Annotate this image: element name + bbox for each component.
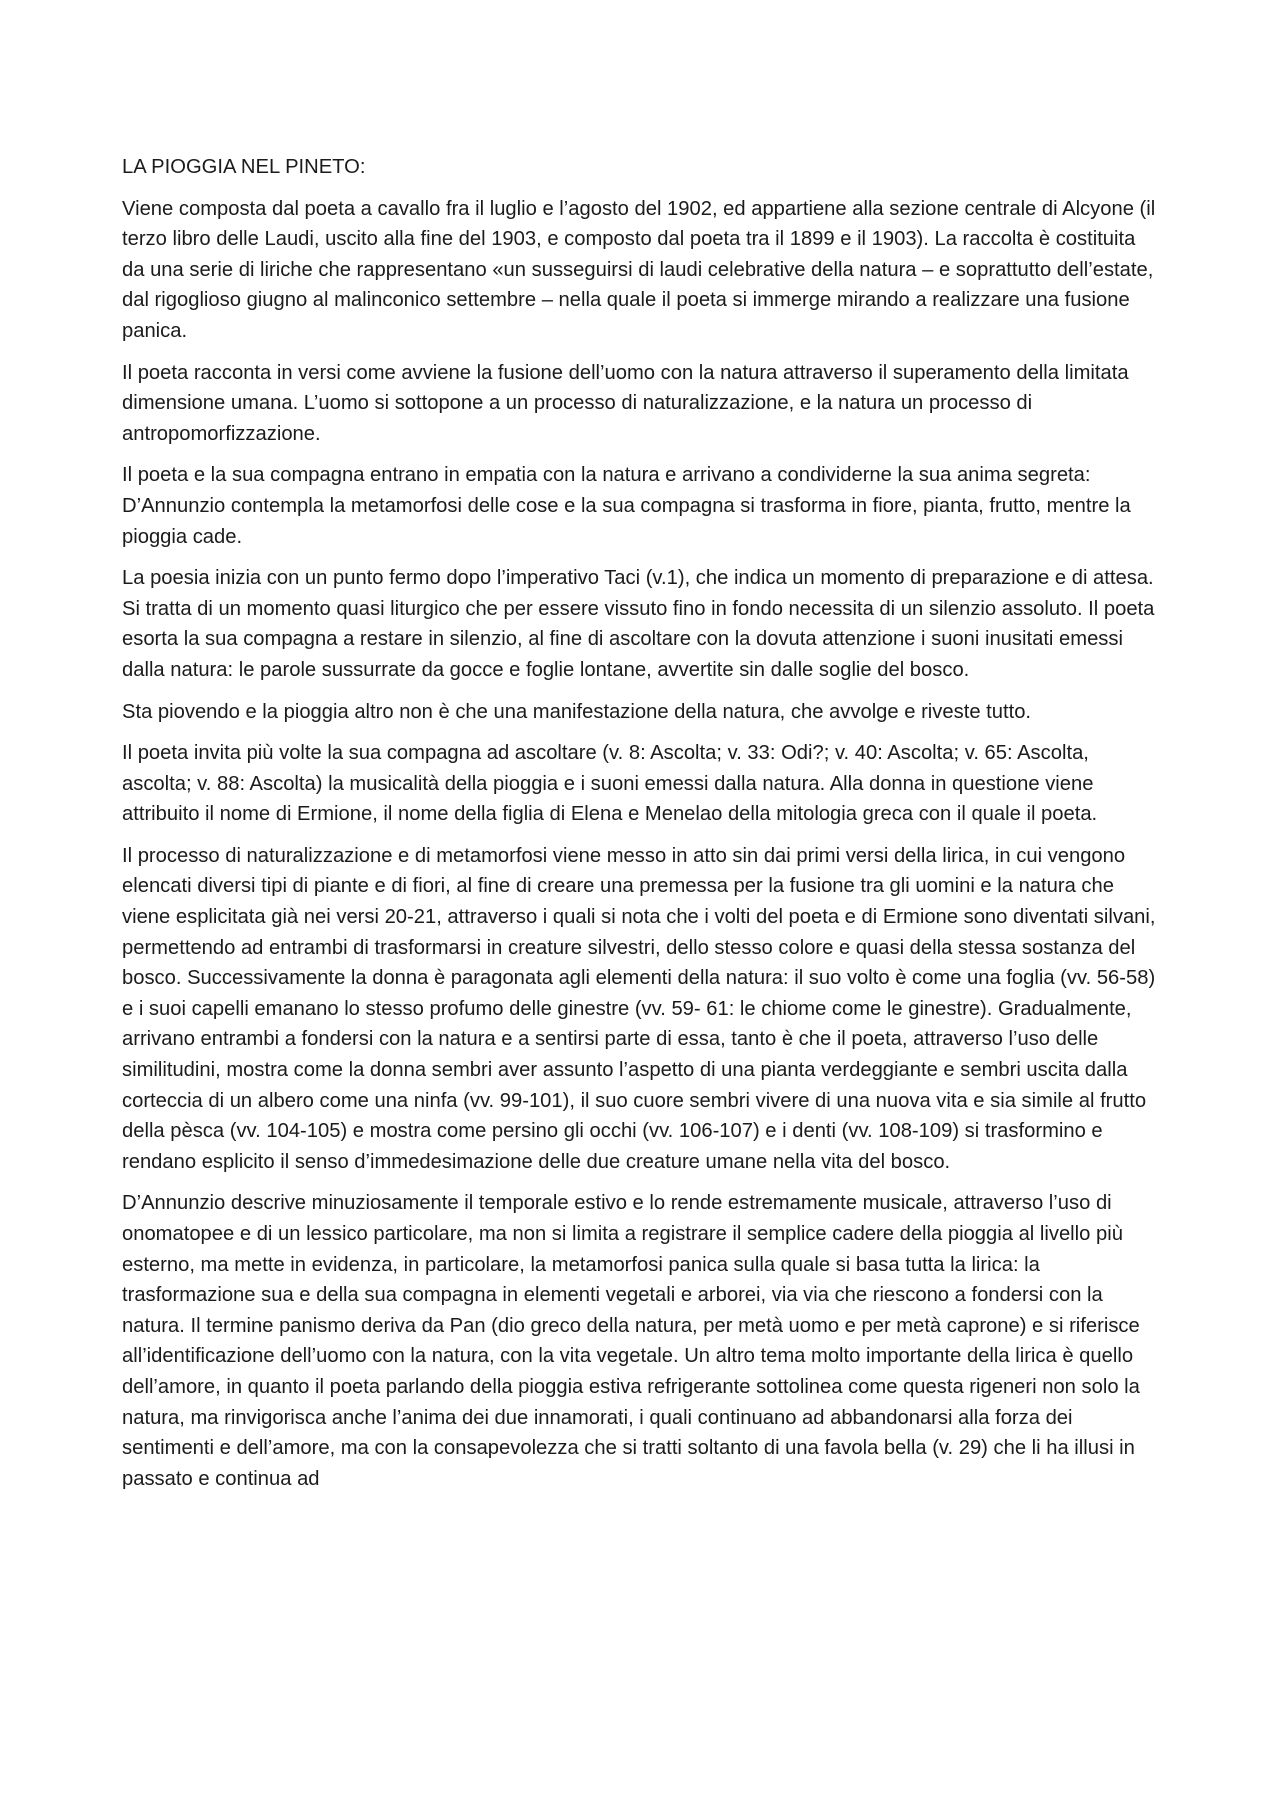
paragraph-panism: D’Annunzio descrive minuziosamente il temporale estivo e lo rende estremamente musicale, attraverso l’uso di onomatopee e di un lessico particolare, ma non si limita a registrare il semplice cadere della pioggia al livello più esterno, ma mette in evidenza, in particolare, la metamorfosi panica sulla quale si basa tutta la lirica: la trasformazione sua e della sua compagna in elementi vegetali e arborei, via via che riescono a fondersi con la natura. Il termine panismo deriva da Pan (dio greco della natura, per metà uomo e per metà caprone) e si riferisce all’identificazione dell’uomo con la natura, con la vita vegetale. Un altro tema molto importante della lirica è quello dell’amore, in quanto il poeta parlando della pioggia estiva refrigerante sottolinea come questa rigeneri non solo la natura, ma rinvigorisca anche l’anima dei due innamorati, i quali continuano ad abbandonarsi alla forza dei sentimenti e dell’amore, ma con la consapevolezza che si tratti soltanto di una favola bella (v. 29) che li ha illusi in passato e continua ad bbox=[122, 1192, 1140, 1490]
paragraph-rain: Sta piovendo e la pioggia altro non è che una manifestazione della natura, che avvolge e riveste tutto. bbox=[122, 700, 1032, 723]
paragraph-fusion: Il poeta racconta in versi come avviene la fusione dell’uomo con la natura attraverso il superamento della limitata dimensione umana. L’uomo si sottopone a un processo di naturalizzazione, e la natura un processo di antropomorfizzazione. bbox=[122, 361, 1129, 445]
paragraph-listen: Il poeta invita più volte la sua compagna ad ascoltare (v. 8: Ascolta; v. 33: Odi?; v. 40: Ascolta; v. 65: Ascolta, ascolta; v. 88: Ascolta) la musicalità della pioggia e i suoni emessi dalla natura. Alla donna in questione viene attribuito il nome di Ermione, il nome della figlia di Elena e Menelao della mitologia greca con il quale il poeta. bbox=[122, 742, 1098, 826]
paragraph-naturalization: Il processo di naturalizzazione e di metamorfosi viene messo in atto sin dai primi versi della lirica, in cui vengono elencati diversi tipi di piante e di fiori, al fine di creare una premessa per la fusione tra gli uomini e la natura che viene esplicitata già nei versi 20-21, attraverso i quali si nota che i volti del poeta e di Ermione sono diventati silvani, permettendo ad entrambi di trasformarsi in creature silvestri, dello stesso colore e quasi della stessa sostanza del bosco. Successivamente la donna è paragonata agli elementi della natura: il suo volto è come una foglia (vv. 56-58) e i suoi capelli emanano lo stesso profumo delle ginestre (vv. 59- 61: le chiome come le ginestre). Gradualmente, arrivano entrambi a fondersi con la natura e a sentirsi parte di essa, tanto è che il poeta, attraverso l’uso delle similitudini, mostra come la donna sembri aver assunto l’aspetto di una pianta verdeggiante e sembri uscita dalla corteccia di un albero come una ninfa (vv. 99-101), il suo cuore sembri vivere di una nuova vita e sia simile al frutto della pèsca (vv. 104-105) e mostra come persino gli occhi (vv. 106-107) e i denti (vv. 108-109) si trasformino e rendano esplicito il senso d’immedesimazione delle due creature umane nella vita del bosco. bbox=[122, 844, 1156, 1173]
paragraph-composition: Viene composta dal poeta a cavallo fra il luglio e l’agosto del 1902, ed appartiene alla sezione centrale di Alcyone (il terzo libro delle Laudi, uscito alla fine del 1903, e composto dal poeta tra il 1899 e il 1903). La raccolta è costituita da una serie di liriche che rappresentano «un susseguirsi di laudi celebrative della natura – e soprattutto dell’estate, dal rigoglioso giugno al malinconico settembre – nella quale il poeta si immerge mirando a realizzare una fusione panica. bbox=[122, 197, 1156, 342]
document-title: LA PIOGGIA NEL PINETO: bbox=[122, 156, 366, 178]
paragraph-opening: La poesia inizia con un punto fermo dopo l’imperativo Taci (v.1), che indica un momento di preparazione e di attesa. Si tratta di un momento quasi liturgico che per essere vissuto fino in fondo necessita di un silenzio assoluto. Il poeta esorta la sua compagna a restare in silenzio, al fine di ascoltare con la dovuta attenzione i suoni inusitati emessi dalla natura: le parole sussurrate da gocce e foglie lontane, avvertite sin dalle soglie del bosco. bbox=[122, 567, 1155, 681]
document-body bbox=[122, 152, 1162, 1505]
paragraph-empathy: Il poeta e la sua compagna entrano in empatia con la natura e arrivano a condividerne la sua anima segreta: D’Annunzio contempla la metamorfosi delle cose e la sua compagna si trasforma in fiore, pianta, frutto, mentre la pioggia cade. bbox=[122, 464, 1131, 548]
